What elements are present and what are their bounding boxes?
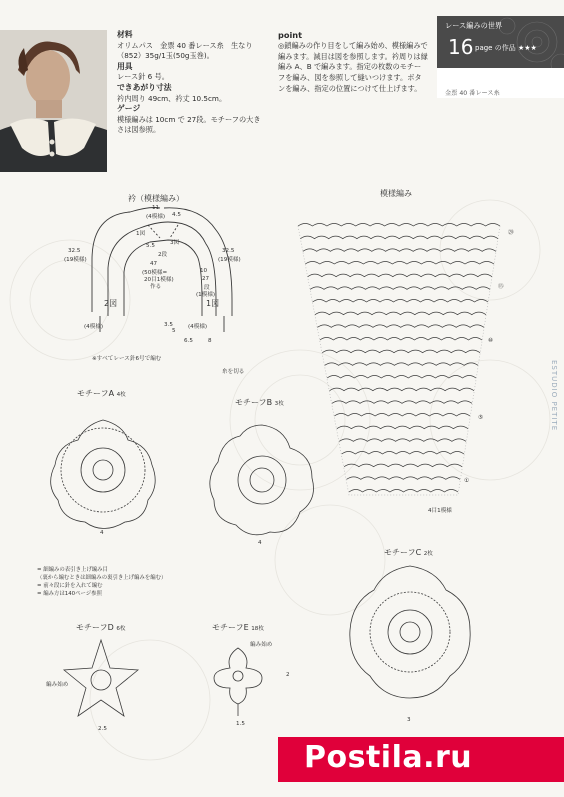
collar-label-14: 20目1模様) bbox=[144, 277, 174, 283]
pattern-row bbox=[334, 414, 470, 417]
motif-a-diagram bbox=[51, 420, 156, 529]
collar-label-16: 10 bbox=[200, 268, 208, 274]
size-heading: できあがり寸法 bbox=[117, 82, 172, 92]
motif-d-diagram bbox=[64, 640, 138, 716]
motif-e-dim2: 2 bbox=[286, 672, 290, 678]
collar-label-19: (1模様) bbox=[196, 292, 216, 298]
motif-b-title bbox=[235, 397, 284, 408]
page-suffix: page の作品 bbox=[475, 44, 516, 52]
pattern-row bbox=[298, 224, 500, 227]
collar-label-25: 5 bbox=[172, 328, 176, 334]
collar-label-21: 1図 bbox=[206, 299, 220, 308]
gauge-heading: ゲージ bbox=[117, 104, 141, 114]
collar-label-10: 32.5 bbox=[222, 248, 235, 254]
motif-e-diagram bbox=[214, 648, 262, 716]
stitch-pattern-chart bbox=[298, 224, 500, 496]
pattern-row bbox=[310, 287, 490, 290]
page-number: 16 bbox=[448, 35, 474, 59]
symbol-notes bbox=[37, 566, 166, 598]
pattern-row bbox=[303, 249, 496, 252]
motif-b-diagram bbox=[210, 425, 314, 535]
collar-label-13: (50模様= bbox=[142, 270, 168, 276]
collar-label-6: 3図 bbox=[170, 240, 180, 246]
collar-label-7: 2段 bbox=[158, 252, 168, 258]
tools-heading: 用具 bbox=[117, 61, 133, 71]
collar-label-1: 11 bbox=[152, 205, 160, 211]
collar-label-3: 4.5 bbox=[172, 212, 181, 218]
motif-a-count: 4枚 bbox=[116, 392, 126, 398]
pattern-row bbox=[342, 452, 464, 455]
motif-e-name: モチーフE bbox=[212, 623, 249, 632]
pattern-row bbox=[305, 262, 494, 265]
pattern-row bbox=[327, 376, 476, 379]
collar-label-2: (4模様) bbox=[146, 214, 166, 220]
pattern-row bbox=[332, 401, 472, 404]
pattern-row bbox=[322, 350, 480, 353]
collar-label-5: 5.5 bbox=[146, 243, 155, 249]
collar-title: 衿（模様編み） bbox=[128, 194, 184, 203]
motif-b-dim: 4 bbox=[258, 540, 262, 546]
motif-d-name: モチーフD bbox=[76, 623, 114, 632]
motif-b-count: 3枚 bbox=[274, 401, 284, 407]
side-text: ESTUDIO PETITE bbox=[550, 360, 558, 432]
pattern-row bbox=[347, 477, 460, 480]
pattern-row bbox=[339, 439, 466, 442]
collar-label-26: 6.5 bbox=[184, 338, 193, 344]
motif-e-count: 18枚 bbox=[251, 626, 264, 632]
pattern-row bbox=[349, 490, 458, 493]
collar-label-23: (4模様) bbox=[188, 324, 208, 330]
motif-c-diagram bbox=[350, 566, 470, 698]
materials-heading: 材料 bbox=[117, 30, 133, 39]
pattern-row bbox=[317, 325, 484, 328]
gauge-text: 模様編みは 10cm で 27段。モチーフの大きさは図参照。 bbox=[117, 114, 261, 135]
collar-label-22: (4模様) bbox=[84, 324, 104, 330]
collar-note: ※すべてレース針6号で編む bbox=[92, 356, 162, 362]
collar-direction: 糸を切る bbox=[222, 369, 245, 375]
motif-d-count: 6枚 bbox=[116, 626, 126, 632]
pattern-row bbox=[325, 363, 478, 366]
motif-d-dim: 2.5 bbox=[98, 726, 107, 732]
collar-label-4: 1図 bbox=[136, 231, 146, 237]
motif-e-dim: 1.5 bbox=[236, 721, 245, 727]
motif-c-name: モチーフC bbox=[384, 548, 422, 557]
size-text: 衿内周り 49cm、衿丈 10.5cm。 bbox=[117, 93, 227, 103]
note-3: = 前々段に針を入れて編む bbox=[37, 583, 103, 589]
motif-d-title bbox=[76, 622, 125, 633]
series-title: レース編みの世界 bbox=[445, 21, 503, 30]
row-marker-20: ⑳ bbox=[508, 230, 514, 236]
collar-label-24: 3.5 bbox=[164, 322, 173, 328]
motif-e-title bbox=[212, 622, 264, 633]
pattern-start-label: 4目1模様 bbox=[428, 508, 452, 514]
point-heading: point bbox=[278, 30, 303, 40]
collar-label-12: 47 bbox=[150, 261, 158, 267]
collar-label-11: (19模様) bbox=[218, 257, 241, 263]
row-marker-10: ⑩ bbox=[488, 338, 494, 344]
pattern-row bbox=[313, 300, 488, 303]
motif-c-count: 2枚 bbox=[423, 551, 433, 557]
row-marker-15: ⑮ bbox=[498, 284, 504, 290]
collar-label-9: (19模様) bbox=[64, 257, 87, 263]
pattern-row bbox=[330, 388, 474, 391]
collar-label-20: 2図 bbox=[104, 299, 118, 308]
motif-a-title bbox=[77, 388, 126, 399]
collar-label-15: 作る bbox=[150, 284, 162, 290]
point-text: ◎鎖編みの作り目をして編み始め、模様編みで編みます。減目は図を参照します。衿周りは縁編み A、B で編みます。指定の枚数のモチーフを編み、図を参照して縫いつけます。ボタンを編み、指定の位置につけて仕上げます。 bbox=[278, 40, 428, 93]
collar-label-17: 27 bbox=[202, 276, 210, 282]
motif-c-title bbox=[384, 547, 433, 558]
pattern-row bbox=[344, 464, 462, 467]
pattern-row bbox=[315, 312, 486, 315]
tools-text: レース針 6 号。 bbox=[117, 72, 169, 82]
pattern-row bbox=[308, 274, 492, 277]
motif-a-dim: 4 bbox=[100, 530, 104, 536]
pattern-row bbox=[300, 236, 498, 239]
pattern-row bbox=[337, 426, 468, 429]
pattern-row bbox=[320, 338, 482, 341]
note-4: = 編み方は140ページ参照 bbox=[37, 591, 102, 597]
motif-a-name: モチーフA bbox=[77, 389, 115, 398]
collar-label-27: 8 bbox=[208, 338, 212, 344]
row-marker-5: ⑤ bbox=[478, 415, 484, 421]
difficulty-stars: ★★★ bbox=[517, 44, 537, 52]
note-1: = 細編みの表引き上げ編み目 bbox=[37, 567, 108, 573]
yarn-subtitle: 金票 40 番レース糸 bbox=[445, 90, 500, 97]
watermark-logo: Postila.ru bbox=[304, 740, 473, 775]
note-2: （裏から編むときは細編みの裏引き上げ編みを編む） bbox=[37, 575, 167, 581]
pattern-title: 模様編み bbox=[380, 189, 412, 198]
row-marker-1: ① bbox=[464, 478, 470, 484]
materials-text: オリムパス 金票 40 番レース糸 生なり（852）35g/1玉(50g玉巻)。 bbox=[117, 40, 253, 61]
collar-label-18: 段 bbox=[204, 285, 210, 291]
motif-c-dim: 3 bbox=[407, 717, 411, 723]
motif-b-name: モチーフB bbox=[235, 398, 273, 407]
collar-label-8: 32.5 bbox=[68, 248, 81, 254]
motif-e-start: 編み始め bbox=[250, 642, 273, 648]
motif-d-start: 編み始め bbox=[46, 682, 69, 688]
